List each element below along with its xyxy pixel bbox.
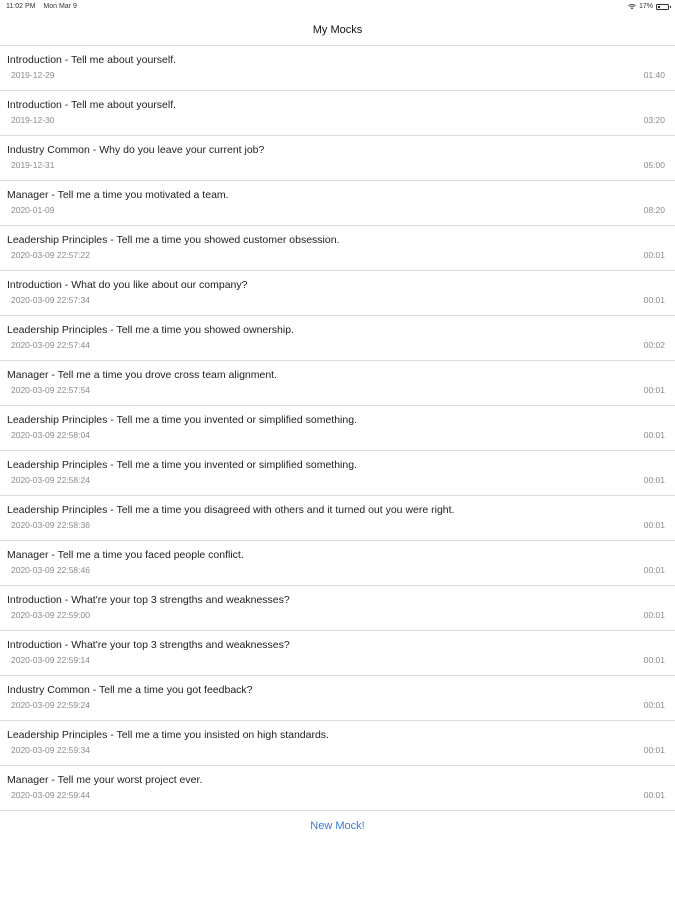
mock-duration: 00:01 bbox=[643, 565, 665, 575]
mock-date: 2020-03-09 22:57:34 bbox=[11, 295, 90, 305]
mock-date: 2020-01-09 bbox=[11, 205, 55, 215]
mock-duration: 00:01 bbox=[643, 520, 665, 530]
mock-title: Introduction - Tell me about yourself. bbox=[7, 99, 177, 111]
new-mock-button[interactable]: New Mock! bbox=[310, 820, 365, 832]
battery-percent: 17% bbox=[638, 3, 653, 10]
mock-row[interactable] bbox=[0, 766, 675, 811]
wifi-icon bbox=[628, 4, 636, 10]
mock-duration: 00:01 bbox=[643, 385, 665, 395]
mock-duration: 00:01 bbox=[643, 475, 665, 485]
mock-row[interactable] bbox=[0, 721, 675, 766]
mock-duration: 00:01 bbox=[643, 295, 665, 305]
mock-date: 2020-03-09 22:59:14 bbox=[11, 655, 90, 665]
mock-title: Leadership Principles - Tell me a time you insisted on high standards. bbox=[7, 729, 329, 741]
mock-duration: 00:01 bbox=[643, 655, 665, 665]
mock-duration: 08:20 bbox=[643, 205, 665, 215]
mock-date: 2019-12-29 bbox=[11, 70, 55, 80]
battery-icon bbox=[656, 4, 669, 10]
mock-title: Leadership Principles - Tell me a time you invented or simplified something. bbox=[7, 459, 357, 471]
mock-row[interactable] bbox=[0, 91, 675, 136]
status-time: 11:02 PM bbox=[6, 3, 36, 10]
status-left bbox=[6, 3, 83, 10]
mock-title: Leadership Principles - Tell me a time you invented or simplified something. bbox=[7, 414, 357, 426]
mock-date: 2020-03-09 22:59:24 bbox=[11, 700, 90, 710]
mock-row[interactable] bbox=[0, 271, 675, 316]
mock-title: Introduction - What're your top 3 strengths and weaknesses? bbox=[7, 594, 290, 606]
mock-title: Introduction - Tell me about yourself. bbox=[7, 54, 177, 66]
mock-title: Leadership Principles - Tell me a time you disagreed with others and it turned out you were right. bbox=[7, 504, 455, 516]
mock-date: 2020-03-09 22:57:22 bbox=[11, 250, 90, 260]
mock-row[interactable] bbox=[0, 451, 675, 496]
mock-date: 2019-12-31 bbox=[11, 160, 55, 170]
mock-row[interactable] bbox=[0, 406, 675, 451]
mock-title: Leadership Principles - Tell me a time you showed customer obsession. bbox=[7, 234, 340, 246]
mock-row[interactable] bbox=[0, 136, 675, 181]
mock-row[interactable] bbox=[0, 496, 675, 541]
mock-date: 2020-03-09 22:58:24 bbox=[11, 475, 90, 485]
mock-title: Industry Common - Tell me a time you got feedback? bbox=[7, 684, 253, 696]
mock-row[interactable] bbox=[0, 316, 675, 361]
mock-title: Introduction - What do you like about our company? bbox=[7, 279, 248, 291]
mock-duration: 00:01 bbox=[643, 430, 665, 440]
mock-duration: 00:01 bbox=[643, 250, 665, 260]
mock-date: 2020-03-09 22:59:00 bbox=[11, 610, 90, 620]
mock-row[interactable] bbox=[0, 631, 675, 676]
mock-date: 2019-12-30 bbox=[11, 115, 55, 125]
mock-duration: 03:20 bbox=[643, 115, 665, 125]
mock-duration: 00:02 bbox=[643, 340, 665, 350]
mock-date: 2020-03-09 22:57:44 bbox=[11, 340, 90, 350]
mock-title: Manager - Tell me a time you motivated a team. bbox=[7, 189, 229, 201]
mock-title: Leadership Principles - Tell me a time you showed ownership. bbox=[7, 324, 294, 336]
page-title: My Mocks bbox=[312, 23, 363, 36]
mock-row[interactable] bbox=[0, 181, 675, 226]
status-right bbox=[628, 3, 669, 10]
navigation-bar bbox=[0, 14, 675, 46]
mock-date: 2020-03-09 22:58:36 bbox=[11, 520, 90, 530]
mock-row[interactable] bbox=[0, 226, 675, 271]
mock-list bbox=[0, 46, 675, 811]
mock-date: 2020-03-09 22:58:46 bbox=[11, 565, 90, 575]
mock-title: Industry Common - Why do you leave your current job? bbox=[7, 144, 265, 156]
mock-date: 2020-03-09 22:58:04 bbox=[11, 430, 90, 440]
mock-date: 2020-03-09 22:59:34 bbox=[11, 745, 90, 755]
mock-duration: 00:01 bbox=[643, 610, 665, 620]
mock-title: Manager - Tell me your worst project ever. bbox=[7, 774, 203, 786]
mock-duration: 00:01 bbox=[643, 790, 665, 800]
mock-title: Manager - Tell me a time you drove cross team alignment. bbox=[7, 369, 278, 381]
mock-row[interactable] bbox=[0, 541, 675, 586]
mock-date: 2020-03-09 22:57:54 bbox=[11, 385, 90, 395]
status-date: Mon Mar 9 bbox=[43, 3, 77, 10]
mock-duration: 00:01 bbox=[643, 745, 665, 755]
mock-row[interactable] bbox=[0, 676, 675, 721]
mock-row[interactable] bbox=[0, 46, 675, 91]
mock-row[interactable] bbox=[0, 361, 675, 406]
mock-duration: 05:00 bbox=[643, 160, 665, 170]
status-bar bbox=[0, 0, 675, 14]
mock-duration: 01:40 bbox=[643, 70, 665, 80]
mock-title: Introduction - What're your top 3 strengths and weaknesses? bbox=[7, 639, 290, 651]
mock-duration: 00:01 bbox=[643, 700, 665, 710]
mock-title: Manager - Tell me a time you faced people conflict. bbox=[7, 549, 244, 561]
mock-row[interactable] bbox=[0, 586, 675, 631]
mock-date: 2020-03-09 22:59:44 bbox=[11, 790, 90, 800]
